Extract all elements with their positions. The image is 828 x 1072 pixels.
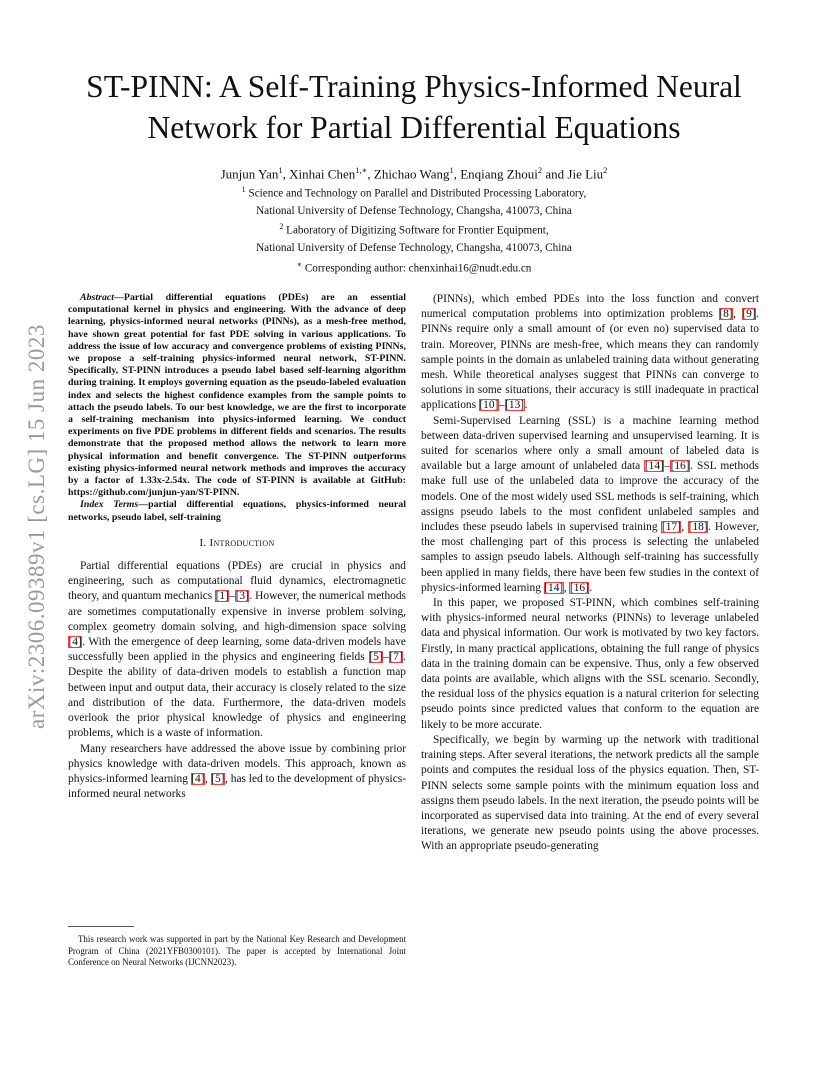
footnote-rule bbox=[68, 926, 134, 927]
paragraph-text: . SSL methods make full use of the unlabeled data to improve the accuracy of the models. One of the most widely used SSL methods is self-training, which assigns pseudo labels to the most confident unlabeled samples and includes these pseudo labels in supervised training bbox=[421, 460, 759, 534]
affiliation-2-line-2: National University of Defense Technology, Changsha, 410073, China bbox=[256, 241, 572, 254]
paragraph-text: , bbox=[563, 581, 570, 594]
affiliation-1-line-2: National University of Defense Technology, Changsha, 410073, China bbox=[256, 204, 572, 217]
author-name: Junjun Yan bbox=[220, 166, 279, 182]
paragraph-text: , has led to the development of physics-informed neural networks bbox=[68, 772, 407, 801]
index-terms-text: —partial differential equations, physics-informed neural networks, pseudo label, self-training bbox=[68, 499, 406, 523]
citation-link[interactable]: [16] bbox=[670, 460, 690, 473]
author-affiliation-mark: 2 bbox=[603, 165, 608, 175]
corresponding-author: ∗ Corresponding author: chenxinhai16@nudt.edu.cn bbox=[296, 259, 532, 275]
paragraph-text: Partial differential equations (PDEs) are crucial in physics and engineering, such as computational fluid dynamics, electromagnetic theory, and quantum mechanics bbox=[68, 560, 406, 603]
paragraph-text: (PINNs), which embed PDEs into the loss function and convert numerical computation problems into optimization problems bbox=[421, 293, 759, 321]
citation-link[interactable]: [16] bbox=[569, 581, 589, 594]
citation-link[interactable]: [10] bbox=[479, 399, 499, 412]
paragraph-text: – bbox=[383, 651, 389, 664]
affiliation-2-line-1: $^2$ Laboratory of Digitizing Software for Frontier Equipment, bbox=[279, 222, 549, 238]
citation-link[interactable]: [17] bbox=[661, 521, 681, 534]
paragraph-text: . Despite the ability of data-driven models to establish a function map between input and output data, their accuracy is closely related to the size and distribution of the data. Furthermore, the data-driven models overlook the prior physical knowledge of physics and engineering problems, which is a waste of information. bbox=[68, 651, 406, 740]
citation-link[interactable]: [7] bbox=[389, 651, 403, 664]
paragraph-text: – bbox=[229, 590, 236, 603]
paragraph-text: . With the emergence of deep learning, some data-driven models have successfully been applied in the physics and engineering fields bbox=[68, 636, 406, 664]
index-terms bbox=[68, 499, 406, 523]
citation-link[interactable]: [14] bbox=[544, 581, 564, 594]
paragraph-text: , bbox=[205, 772, 211, 785]
author-list bbox=[60, 162, 768, 182]
paragraph-text: , bbox=[733, 308, 742, 321]
paper-title bbox=[60, 66, 768, 148]
citation-link[interactable]: [5] bbox=[211, 772, 225, 785]
author-name: Zhichao Wang bbox=[373, 166, 450, 182]
paragraph-text: . However, the numerical methods are sometimes computationally expensive in inverse problem solving, complex geometry domain solving, and high-dimension space solving bbox=[68, 590, 406, 633]
author-affiliation-mark: 1,∗ bbox=[355, 165, 368, 175]
citation-link[interactable]: [13] bbox=[505, 399, 525, 412]
right-column bbox=[421, 292, 759, 855]
body-paragraph bbox=[421, 733, 759, 855]
arxiv-identifier: arXiv:2306.09389v1 [cs.LG] 15 Jun 2023 bbox=[24, 324, 49, 730]
left-body-text bbox=[68, 559, 406, 802]
citation-link[interactable]: [1] bbox=[215, 590, 229, 603]
paragraph-text: Semi-Supervised Learning (SSL) is a machine learning method between data-driven supervised learning and unsupervised learning. It is suited for scenarios where only a small amount of labeled data is available but a large amount of unlabeled data bbox=[421, 414, 759, 473]
abstract-text: —Partial differential equations (PDEs) are an essential computational kernel in physics and engineering. With the advance of deep learning, physics-informed neural networks (PINNs), as a mesh-free method, have shown great potential for fast PDE solving in various applications. To address the issue of low accuracy and convergence problems of existing PINNs, we propose a self-training physics-informed neural network, ST-PINN. Specifically, ST-PINN introduces a pseudo label based self-learning algorithm during training. It employs governing equation as the pseudo-labeled evaluation index and selects the highest confidence examples from the sample points to attach the pseudo labels. To our best knowledge, we are the first to incorporate a self-training mechanism into physics-informed learning. We conduct experiments on five PDE problems in different fields and scenarios. The results demonstrate that the proposed method allows the network to learn more physical information and benefit convergence. The ST-PINN outperforms existing physics-informed neural network methods and improves the accuracy by a factor of 1.33x-2.54x. The code of ST-PINN is available at GitHub: https://github.com/junjun-yan/ST-PINN. bbox=[68, 292, 406, 499]
paragraph-text: – bbox=[664, 460, 671, 473]
paragraph-text: . However, the most challenging part of this process is selecting the unlabeled samples to assign pseudo labels. Although self-training has successfully been applied in many fields, there have been few studies in the context of physics-informed learning bbox=[421, 521, 759, 594]
citation-link[interactable]: [4] bbox=[68, 636, 82, 649]
author-separator: , bbox=[453, 166, 461, 182]
title-line-1: ST-PINN: A Self-Training Physics-Informed Neural bbox=[86, 69, 742, 104]
author-affiliation-mark: 1 bbox=[278, 165, 283, 175]
affiliations bbox=[60, 182, 768, 277]
abstract bbox=[68, 292, 406, 499]
author-separator: , bbox=[282, 166, 290, 182]
left-column bbox=[68, 292, 406, 802]
author-separator: and bbox=[542, 166, 568, 182]
author-separator: , bbox=[367, 166, 374, 182]
body-paragraph bbox=[421, 596, 759, 733]
body-paragraph bbox=[421, 292, 759, 414]
paragraph-text: . bbox=[589, 581, 593, 594]
title-line-2: Network for Partial Differential Equations bbox=[147, 110, 681, 145]
citation-link[interactable]: [5] bbox=[369, 651, 383, 664]
citation-link[interactable]: [14] bbox=[644, 460, 664, 473]
paragraph-text: Specifically, we begin by warming up the network with traditional training steps. After several iterations, the network predicts all the sample points and computes the residual loss of the physics equation. Then, ST-PINN selects some sample points with the minimum equation loss and assigns them pseudo labels. In the next iteration, the pseudo points will be incorporated as supervised data into training. At the end of every several iterations, we generate new pseudo points using the above processes. With an appropriate pseudo-generating bbox=[421, 733, 759, 853]
author-name: Jie Liu bbox=[567, 166, 604, 182]
paragraph-text: In this paper, we proposed ST-PINN, which combines self-training with physics-informed neural networks (PINNs) to leverage unlabeled data and physical information. Our work is motivated by two key factors. Firstly, in many practical applications, obtaining the full range of physics data in the training domain can be expensive. Thus, only a few observed data points are available, which aligns with the SSL scenario. Secondly, the residual loss of the physics equation is a natural criterion for selecting pseudo points since predicted values that conform to the equation are likely to be more accurate. bbox=[421, 597, 759, 731]
body-paragraph bbox=[68, 742, 406, 803]
citation-link[interactable]: [9] bbox=[742, 308, 756, 321]
section-heading: I. Introduction bbox=[199, 536, 275, 549]
paragraph-text: . bbox=[524, 399, 528, 412]
citation-link[interactable]: [18] bbox=[688, 521, 708, 534]
body-paragraph bbox=[68, 559, 406, 741]
citation-link[interactable]: [4] bbox=[191, 772, 205, 785]
paragraph-text: – bbox=[498, 399, 505, 412]
author-affiliation-mark: 1 bbox=[449, 165, 454, 175]
affiliation-1-line-1: $^1$ Science and Technology on Parallel and Distributed Processing Laboratory, bbox=[241, 185, 587, 200]
paragraph-text: , bbox=[681, 521, 689, 534]
index-terms-label: Index Terms bbox=[80, 499, 139, 511]
body-paragraph bbox=[421, 414, 759, 596]
citation-link[interactable]: [8] bbox=[719, 308, 733, 321]
paragraph-text: . PINNs require only a small amount of (or even no) supervised data to train. Moreover, PINNs are mesh-free, which means they can randomly sample points in the domain as unlabeled training data without generating mesh. While theoretical analyses suggest that PINNs can converge to solutions in some situations, their accuracy is still inadequate in practical applications bbox=[421, 308, 759, 412]
paragraph-text: Many researchers have addressed the above issue by combining prior physics knowledge with data-driven models. This approach, known as physics-informed learning bbox=[68, 742, 406, 785]
right-body-text bbox=[421, 292, 759, 855]
author-name: Xinhai Chen bbox=[289, 166, 356, 182]
author-affiliation-mark: 2 bbox=[537, 165, 543, 175]
citation-link[interactable]: [3] bbox=[235, 590, 249, 603]
abstract-label: Abstract bbox=[80, 292, 115, 303]
author-name: Enqiang Zhoui bbox=[460, 166, 538, 182]
footnote: This research work was supported in part by the National Key Research and Development Program of China (2021YFB0300101). The paper is accepted by International Joint Conference on Neural Networks (IJCNN2023). bbox=[68, 934, 406, 968]
